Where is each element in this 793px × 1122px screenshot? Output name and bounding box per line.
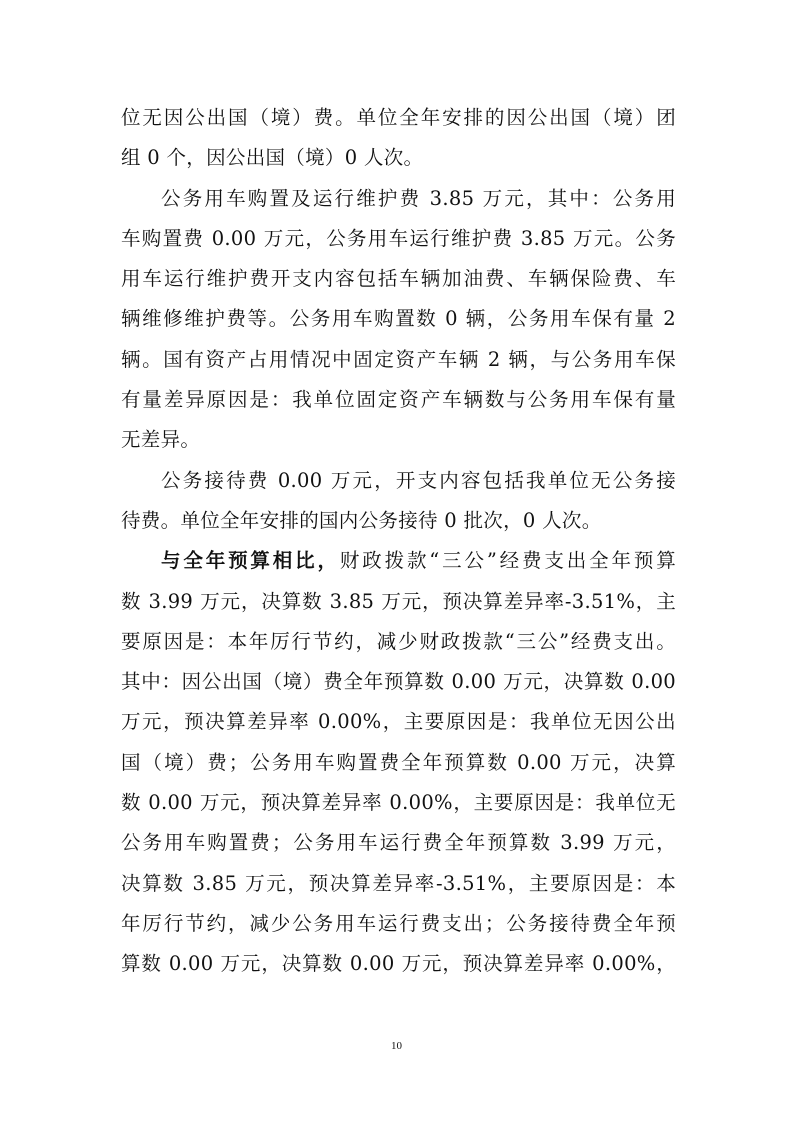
lead-rest-text: 财政拨款“三公”经费支出全年预算	[339, 549, 676, 573]
text-line: 其中：因公出国（境）费全年预算数 0.00 万元，决算数 0.00	[121, 670, 676, 694]
text-line: 数 3.99 万元，决算数 3.85 万元，预决算差异率-3.51%，主	[121, 589, 676, 613]
text-line: 车购置费 0.00 万元，公务用车运行维护费 3.85 万元。公务	[121, 226, 676, 250]
text-line: 算数 0.00 万元，决算数 0.00 万元，预决算差异率 0.00%，	[121, 952, 676, 976]
text-line: 公务接待费 0.00 万元，开支内容包括我单位无公务接	[161, 468, 676, 492]
text-line: 辆。国有资产占用情况中固定资产车辆 2 辆，与公务用车保	[121, 347, 676, 371]
text-line: 公务用车购置及运行维护费 3.85 万元，其中：公务用	[161, 186, 676, 210]
text-line: 有量差异原因是：我单位固定资产车辆数与公务用车保有量	[121, 388, 676, 412]
text-line: 数 0.00 万元，预决算差异率 0.00%，主要原因是：我单位无	[121, 791, 676, 815]
text-line: 万元，预决算差异率 0.00%，主要原因是：我单位无因公出	[121, 710, 676, 734]
text-line: 年厉行节约，减少公务用车运行费支出；公务接待费全年预	[121, 911, 676, 935]
page-number: 10	[391, 1040, 402, 1052]
text-line	[121, 541, 676, 581]
text-line: 无差异。	[121, 428, 201, 452]
text-line: 决算数 3.85 万元，预决算差异率-3.51%，主要原因是：本	[121, 871, 676, 895]
text-line: 国（境）费；公务用车购置费全年预算数 0.00 万元，决算	[121, 750, 676, 774]
text-line: 用车运行维护费开支内容包括车辆加油费、车辆保险费、车	[121, 267, 676, 291]
text-line: 待费。单位全年安排的国内公务接待 0 批次，0 人次。	[121, 508, 602, 532]
text-line: 公务用车购置费；公务用车运行费全年预算数 3.99 万元，	[121, 831, 676, 855]
body-text	[121, 98, 676, 985]
text-line: 要原因是：本年厉行节约，减少财政拨款“三公”经费支出。	[121, 629, 676, 653]
text-line: 组 0 个，因公出国（境）0 人次。	[121, 146, 424, 170]
text-line: 辆维修维护费等。公务用车购置数 0 辆，公务用车保有量 2	[121, 307, 676, 331]
text-line: 位无因公出国（境）费。单位全年安排的因公出国（境）团	[121, 106, 676, 129]
bold-lead-text: 与全年预算相比，	[161, 549, 340, 573]
